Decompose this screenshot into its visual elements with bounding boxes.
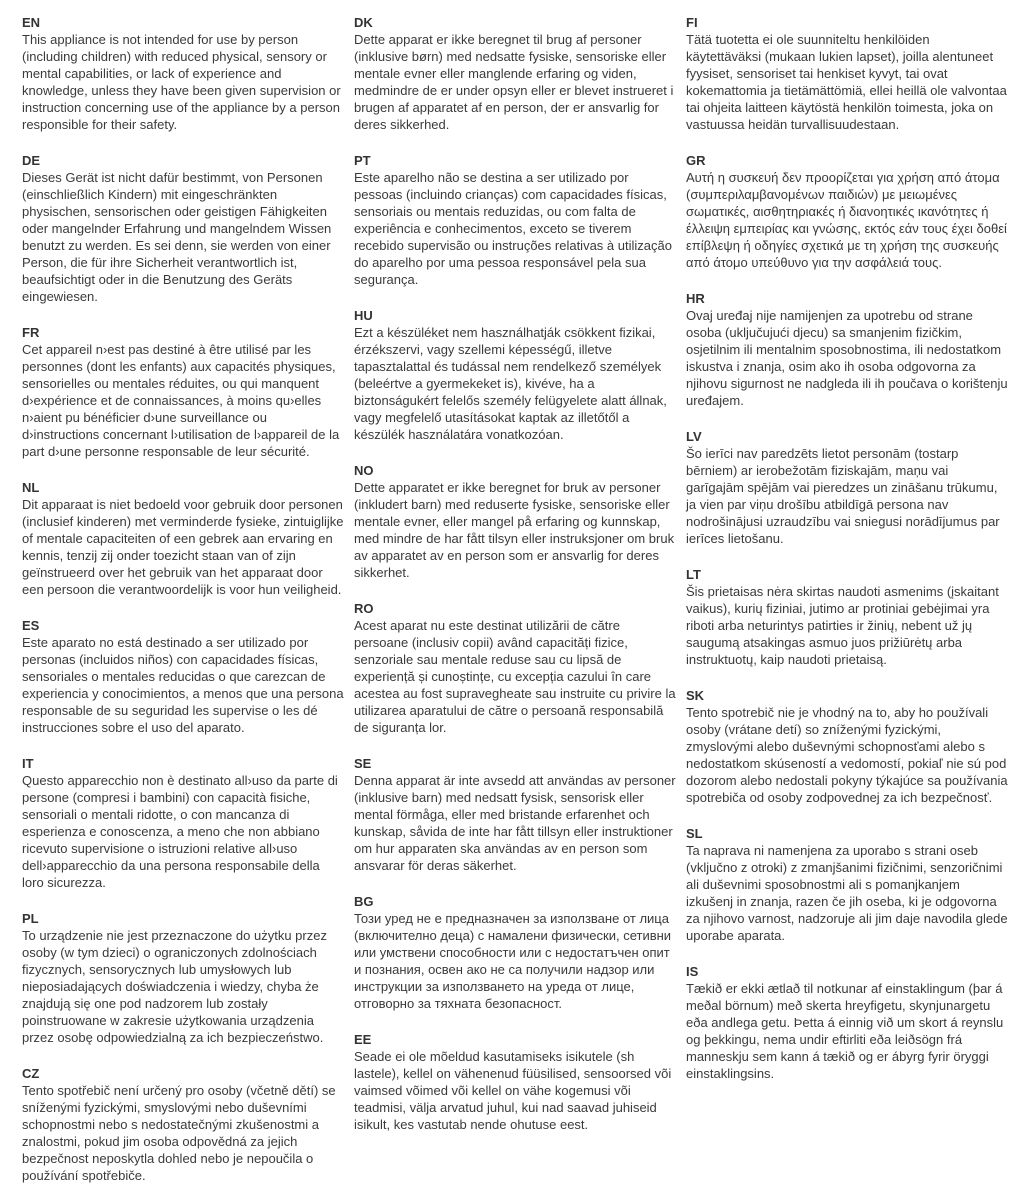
lang-code-cz: CZ <box>22 1066 40 1081</box>
lang-paragraph-es: Este aparato no está destinado a ser utilizado por personas (incluidos niños) con capacidades físicas, sensoriales o mentales reducidas o que carezcan de experiencia y conocimientos, a menos que una persona responsable de su seguridad les supervise o les dé instrucciones sobre el uso del aparato. <box>22 635 344 735</box>
lang-paragraph-is: Tækið er ekki ætlað til notkunar af einstaklingum (þar á meðal börnum) með skerta hreyfigetu, skynjunargetu eða andlega getu. Þetta á einnig við um skort á reynslu og þekkingu, nema undir eftirliti eða leiðsögn frá manneskju sem kann á tækið og er ábyrg fyrir öryggi einstaklingsins. <box>686 981 1004 1081</box>
lang-code-it: IT <box>22 756 34 771</box>
lang-section-dk <box>354 14 676 133</box>
lang-paragraph-pt: Este aparelho não se destina a ser utilizado por pessoas (incluindo crianças) com capacidades físicas, sensoriais ou mentais reduzidas, ou com falta de experiência e conhecimentos, exceto se tiverem recebido supervisão ou instruções relativas à utilização do aparelho por uma pessoa responsável pela sua segurança. <box>354 170 672 287</box>
lang-section-bg <box>354 893 676 1012</box>
lang-code-pt: PT <box>354 153 371 168</box>
lang-code-fr: FR <box>22 325 40 340</box>
lang-paragraph-lv: Šo ierīci nav paredzēts lietot personām (tostarp bērniem) ar ierobežotām fiziskajām, maņu vai garīgajām spējām vai pieredzes un zināšanu trūkumu, ja vien par viņu drošību atbildīgā persona nav nodrošinājusi uzraudzību vai sniegusi norādījumus par ierīces lietošanu. <box>686 446 1000 546</box>
lang-code-es: ES <box>22 618 40 633</box>
lang-code-ro: RO <box>354 601 374 616</box>
lang-paragraph-hu: Ezt a készüléket nem használhatják csökkent fizikai, érzékszervi, vagy szellemi képességű, illetve tapasztalattal és tudással nem rendelkező személyek (beleértve a gyermekeket is), kivéve, ha a biztonságukért felelős személy felügyelete alatt állnak, vagy megfelelő utasításokat kaptak az illetőtől a készülék használatára vonatkozóan. <box>354 325 667 442</box>
column-3 <box>686 14 1008 1081</box>
lang-paragraph-se: Denna apparat är inte avsedd att användas av personer (inklusive barn) med nedsatt fysisk, sensorisk eller mental förmåga, eller med bristande erfarenhet och kunskap, såvida de inte har fått tillsyn eller instruktioner om hur apparaten ska användas av en person som ansvarar för deras säkerhet. <box>354 773 676 873</box>
lang-section-fi <box>686 14 1008 133</box>
lang-code-de: DE <box>22 153 41 168</box>
lang-section-fr <box>22 324 344 460</box>
lang-code-pl: PL <box>22 911 39 926</box>
lang-paragraph-ro: Acest aparat nu este destinat utilizării de către persoane (inclusiv copii) având capacități fizice, senzoriale sau mentale reduse sau cu lipsă de experiență și cunoștințe, cu excepția cazului în care acestea au fost supravegheate sau instruite cu privire la utilizarea aparatului de către o persoană responsabilă de siguranța lor. <box>354 618 676 735</box>
lang-section-lv <box>686 428 1008 547</box>
column-2 <box>354 14 676 1132</box>
lang-code-lv: LV <box>686 429 702 444</box>
lang-code-hu: HU <box>354 308 373 323</box>
lang-code-fi: FI <box>686 15 698 30</box>
lang-section-pl <box>22 910 344 1046</box>
lang-paragraph-ee: Seade ei ole mõeldud kasutamiseks isikutele (sh lastele), kellel on vähenenud füüsilised, sensoorsed või vaimsed võimed või kellel on vähe kogemusi või teadmisi, välja arvatud juhul, kui nad saavad juhiseid isikult, kes vastutab nende ohutuse eest. <box>354 1049 672 1132</box>
lang-paragraph-fi: Tätä tuotetta ei ole suunniteltu henkilöiden käytettäväksi (mukaan lukien lapset), joilla alentuneet fyysiset, sensoriset tai henkiset kyvyt, tai ovat kokemattomia ja tietämättömiä, ellei heillä ole valvontaa tai ohjeita laitteen käytöstä henkilön toimesta, joka on vastuussa heidän turvallisuudestaan. <box>686 32 1007 132</box>
lang-section-nl <box>22 479 344 598</box>
lang-section-it <box>22 755 344 891</box>
lang-section-gr <box>686 152 1008 271</box>
lang-code-no: NO <box>354 463 374 478</box>
lang-code-se: SE <box>354 756 372 771</box>
lang-code-gr: GR <box>686 153 706 168</box>
lang-code-dk: DK <box>354 15 373 30</box>
lang-code-en: EN <box>22 15 41 30</box>
lang-section-es <box>22 617 344 736</box>
lang-paragraph-en: This appliance is not intended for use by person (including children) with reduced physical, sensory or mental capabilities, or lack of experience and knowledge, unless they have been given supervision or instruction concerning use of the appliance by a person responsible for their safety. <box>22 32 341 132</box>
lang-section-sk <box>686 687 1008 806</box>
lang-paragraph-cz: Tento spotřebič není určený pro osoby (včetně dětí) se sníženými fyzickými, smyslovými nebo duševními schopnostmi nebo s nedostatečnými zkušenostmi a znalostmi, pokud jim osoba odpovědná za jejich bezpečnost neposkytla dohled nebo je nepoučila o používání spotřebiče. <box>22 1083 336 1183</box>
lang-code-bg: BG <box>354 894 374 909</box>
lang-code-hr: HR <box>686 291 705 306</box>
lang-section-en <box>22 14 344 133</box>
lang-paragraph-nl: Dit apparaat is niet bedoeld voor gebruik door personen (inclusief kinderen) met verminderde fysieke, zintuiglijke of mentale capaciteiten of een gebrek aan ervaring en kennis, tenzij zij onder toezicht staan van of zijn geïnstrueerd over het gebruik van het apparaat door een persoon die verantwoordelijk is voor hun veiligheid. <box>22 497 344 597</box>
lang-paragraph-sl: Ta naprava ni namenjena za uporabo s strani oseb (vključno z otroki) z zmanjšanimi fizičnimi, senzoričnimi ali duševnimi sposobnostmi ali s pomanjkanjem izkušenj in znanja, razen če jih oseba, ki je odgovorna za njihovo varnost, nadzoruje ali jim daje navodila glede uporabe aparata. <box>686 843 1008 943</box>
lang-section-hu <box>354 307 676 443</box>
lang-section-ee <box>354 1031 676 1133</box>
lang-code-lt: LT <box>686 567 701 582</box>
lang-section-no <box>354 462 676 581</box>
lang-section-se <box>354 755 676 874</box>
lang-section-cz <box>22 1065 344 1184</box>
lang-section-ro <box>354 600 676 736</box>
lang-paragraph-it: Questo apparecchio non è destinato all›uso da parte di persone (compresi i bambini) con capacità fisiche, sensoriali o mentali ridotte, o con mancanza di esperienza e conoscenza, a meno che non abbiano ricevuto supervisione o istruzioni relative all›uso dell›apparecchio da una persona responsabile della loro sicurezza. <box>22 773 338 890</box>
lang-paragraph-bg: Този уред не е предназначен за използване от лица (включително деца) с намалени физически, сетивни или умствени способности или с недостатъчен опит и познания, освен ако не са получили надзор или инструкции за използването на уреда от лице, отговорно за тяхната безопасност. <box>354 911 672 1011</box>
lang-section-is <box>686 963 1008 1082</box>
lang-section-lt <box>686 566 1008 668</box>
lang-paragraph-dk: Dette apparat er ikke beregnet til brug af personer (inklusive børn) med nedsatte fysiske, sensoriske eller mentale evner eller manglende erfaring og viden, medmindre de er under opsyn eller er blevet instrueret i brugen af apparatet af en person, der er ansvarlig for deres sikkerhed. <box>354 32 674 132</box>
lang-section-hr <box>686 290 1008 409</box>
lang-code-ee: EE <box>354 1032 372 1047</box>
lang-section-sl <box>686 825 1008 944</box>
lang-section-de <box>22 152 344 305</box>
lang-code-sk: SK <box>686 688 705 703</box>
lang-code-sl: SL <box>686 826 703 841</box>
lang-paragraph-sk: Tento spotrebič nie je vhodný na to, aby ho používali osoby (vrátane detí) so zníženými fyzickými, zmyslovými alebo duševnými schopnosťami alebo s nedostatkom skúseností a vedomostí, pokiaľ nie sú pod dozorom alebo nedostali pokyny týkajúce sa používania spotrebiča od osoby zodpovednej za ich bezpečnosť. <box>686 705 1008 805</box>
lang-code-is: IS <box>686 964 699 979</box>
lang-code-nl: NL <box>22 480 40 495</box>
lang-paragraph-hr: Ovaj uređaj nije namijenjen za upotrebu od strane osoba (uključujući djecu) sa smanjenim fizičkim, osjetilnim ili mentalnim sposobnostima, ili nedostatkom iskustva i znanja, osim ako ih osoba odgovorna za njihovu sigurnost ne nadgleda ili ih poučava o korištenju uređajem. <box>686 308 1008 408</box>
lang-paragraph-no: Dette apparatet er ikke beregnet for bruk av personer (inkludert barn) med reduserte fysiske, sensoriske eller mentale evner, eller mangel på erfaring og kunnskap, med mindre de har fått tilsyn eller instruksjoner om bruk av apparatet av en person som er ansvarlig for deres sikkerhet. <box>354 480 675 580</box>
lang-paragraph-fr: Cet appareil n›est pas destiné à être utilisé par les personnes (dont les enfants) aux capacités physiques, sensorielles ou mentales réduites, ou qui manquent d›expérience et de connaissances, à moins qu›elles n›aient pu bénéficier d›une surveillance ou d›instructions concernant l›utilisation de l›appareil de la part d›une personne responsable de leur sécurité. <box>22 342 340 459</box>
lang-paragraph-de: Dieses Gerät ist nicht dafür bestimmt, von Personen (einschließlich Kindern) mit eingeschränkten physischen, sensorischen oder geistigen Fähigkeiten oder mangelnder Erfahrung und mangelndem Wissen benutzt zu werden. Es sei denn, sie werden von einer Person, die für ihre Sicherheit verantwortlich ist, beaufsichtigt oder in die Benutzung des Geräts eingewiesen. <box>22 170 332 304</box>
lang-paragraph-lt: Šis prietaisas nėra skirtas naudoti asmenims (įskaitant vaikus), kurių fiziniai, jutimo ar protiniai gebėjimai yra riboti arba neturintys patirties ir žinių, nebent už jų saugumą atsakingas asmuo juos prižiūrėtų arba instruktuotų, kaip naudoti prietaisą. <box>686 584 999 667</box>
lang-paragraph-gr: Αυτή η συσκευή δεν προορίζεται για χρήση από άτομα (συμπεριλαμβανομένων παιδιών) με μειωμένες σωματικές, αισθητηριακές ή διανοητικές ικανότητες ή έλλειψη εμπειρίας και γνώσης, εκτός εάν τους έχει δοθεί επίβλεψη ή οδηγίες σχετικά με τη χρήση της συσκευής από άτομο υπεύθυνο για την ασφάλειά τους. <box>686 170 1007 270</box>
column-1 <box>22 14 344 1183</box>
lang-paragraph-pl: To urządzenie nie jest przeznaczone do użytku przez osoby (w tym dzieci) o ograniczonych zdolnościach fizycznych, sensorycznych lub umysłowych lub nieposiadających doświadczenia i wiedzy, chyba że znajdują się one pod nadzorem lub zostały poinstruowane w zakresie użytkowania urządzenia przez osobę odpowiedzialną za ich bezpieczeństwo. <box>22 928 327 1045</box>
lang-section-pt <box>354 152 676 288</box>
